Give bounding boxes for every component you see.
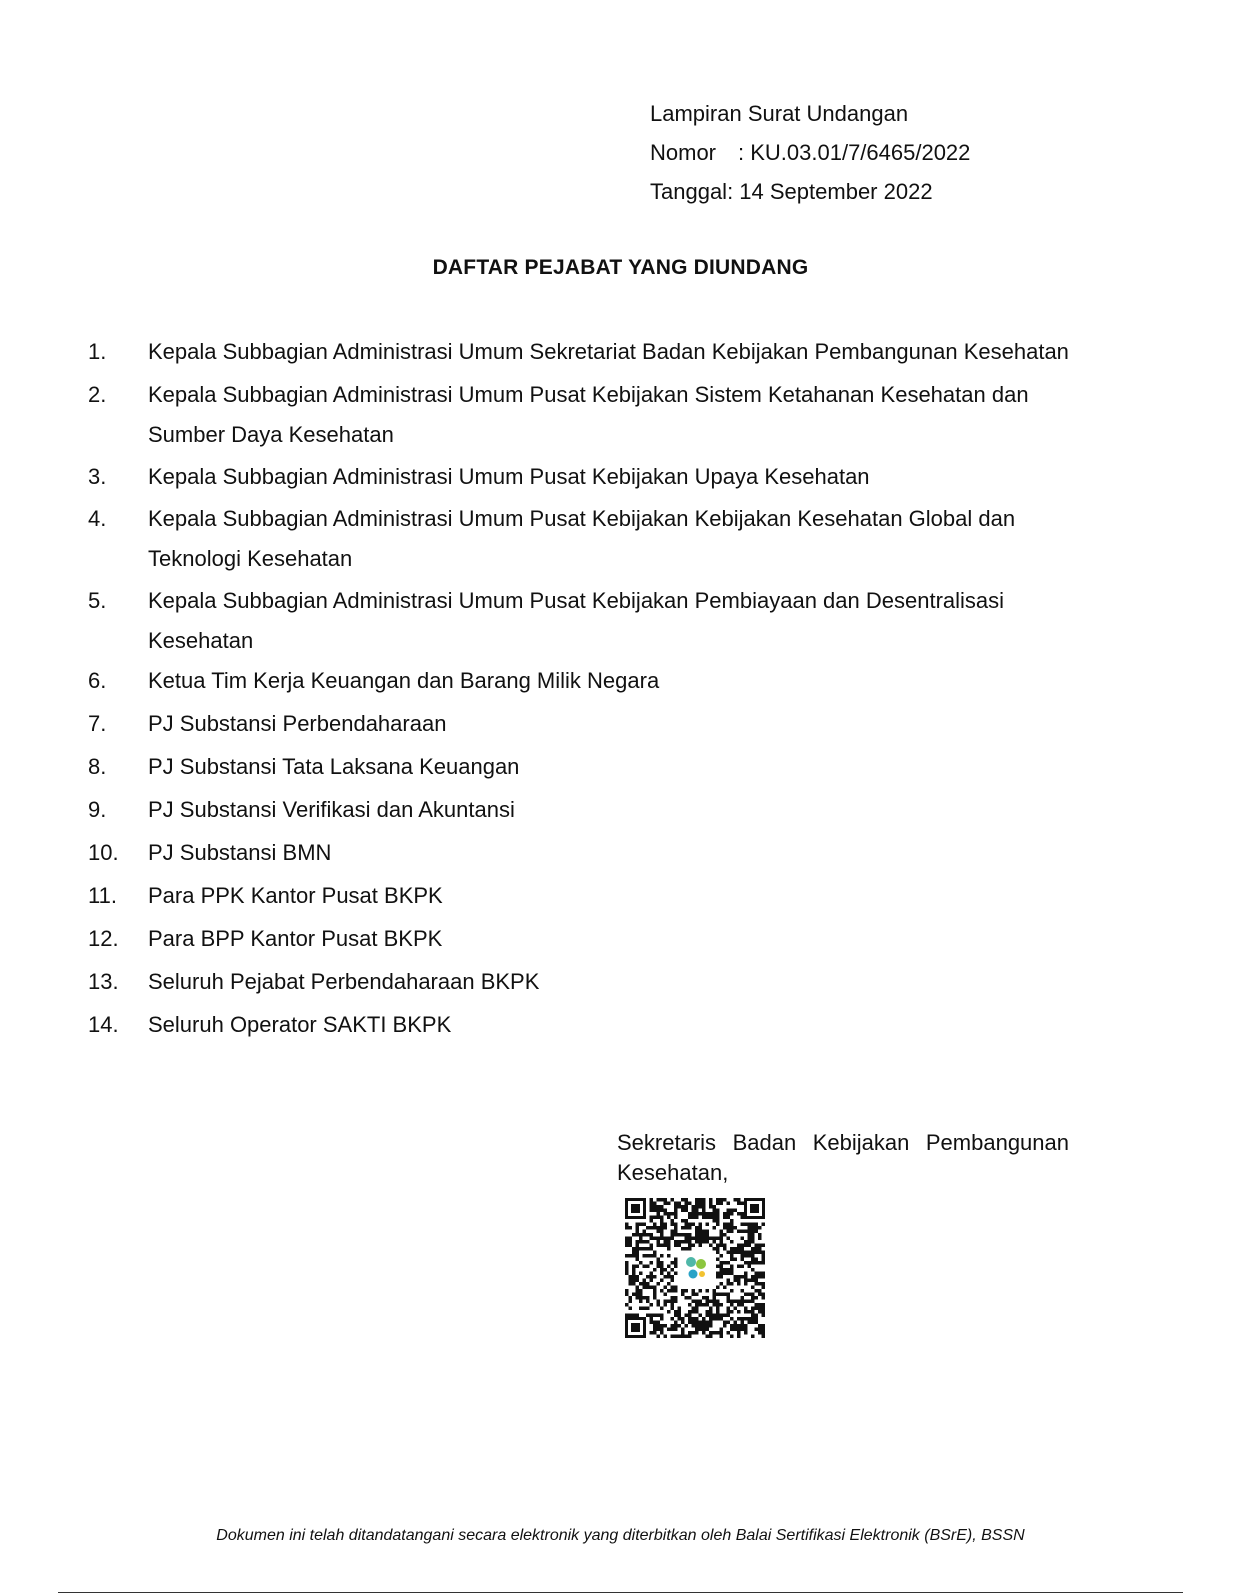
document-title: DAFTAR PEJABAT YANG DIUNDANG <box>432 256 809 279</box>
list-item-text: Kepala Subbagian Administrasi Umum Pusat Kebijakan Sistem Ketahanan Kesehatan dan Sumber Daya Kesehatan <box>148 382 1029 447</box>
list-item-number: 2. <box>88 382 107 407</box>
list-item-number: 14. <box>88 1012 119 1037</box>
list-item-text: PJ Substansi Verifikasi dan Akuntansi <box>148 797 515 822</box>
nomor-line <box>650 133 970 172</box>
attachment-label: Lampiran Surat Undangan <box>650 101 909 126</box>
list-item-text: Seluruh Pejabat Perbendaharaan BKPK <box>148 969 540 994</box>
list-item-text: PJ Substansi Perbendaharaan <box>148 711 447 736</box>
tanggal-line <box>650 172 970 211</box>
attachment-header <box>650 94 970 211</box>
list-item-text: Para BPP Kantor Pusat BKPK <box>148 926 443 951</box>
list-item-number: 3. <box>88 464 107 489</box>
list-item-text: Kepala Subbagian Administrasi Umum Sekretariat Badan Kebijakan Pembangunan Kesehatan <box>148 339 1069 364</box>
nomor-value: : KU.03.01/7/6465/2022 <box>738 140 971 165</box>
list-item-text: Kepala Subbagian Administrasi Umum Pusat Kebijakan Upaya Kesehatan <box>148 464 870 489</box>
list-item-number: 12. <box>88 926 119 951</box>
list-item-text: Seluruh Operator SAKTI BKPK <box>148 1012 452 1037</box>
list-item-text: Para PPK Kantor Pusat BKPK <box>148 883 443 908</box>
list-item-number: 8. <box>88 754 107 779</box>
footer-electronic-signature-note: Dokumen ini telah ditandatangani secara elektronik yang diterbitkan oleh Balai Sertifikasi Elektronik (BSrE), BSSN <box>216 1527 1025 1544</box>
list-item-text: Kepala Subbagian Administrasi Umum Pusat Kebijakan Kebijakan Kesehatan Global dan Teknologi Kesehatan <box>148 506 1016 571</box>
list-item-number: 4. <box>88 506 107 531</box>
signatory-position: Sekretaris Badan Kebijakan Pembangunan Kesehatan, <box>617 1130 1069 1185</box>
tanggal-label: Tanggal <box>650 179 728 204</box>
list-item-text: Kepala Subbagian Administrasi Umum Pusat Kebijakan Pembiayaan dan Desentralisasi Kesehatan <box>148 588 1005 653</box>
tanggal-value: : 14 September 2022 <box>727 179 933 204</box>
list-item-text: PJ Substansi Tata Laksana Keuangan <box>148 754 520 779</box>
list-item-number: 5. <box>88 588 107 613</box>
list-item-number: 9. <box>88 797 107 822</box>
list-item-number: 13. <box>88 969 119 994</box>
list-item-number: 6. <box>88 668 107 693</box>
list-item-number: 11. <box>88 883 117 908</box>
list-item-number: 10. <box>88 840 119 865</box>
footer-divider <box>58 1592 1183 1593</box>
list-item-text: PJ Substansi BMN <box>148 840 332 865</box>
list-item-number: 1. <box>88 339 107 364</box>
list-item-number: 7. <box>88 711 107 736</box>
qr-code-icon <box>625 1198 765 1338</box>
list-item-text: Ketua Tim Kerja Keuangan dan Barang Milik Negara <box>148 668 660 693</box>
nomor-label: Nomor <box>650 140 717 165</box>
